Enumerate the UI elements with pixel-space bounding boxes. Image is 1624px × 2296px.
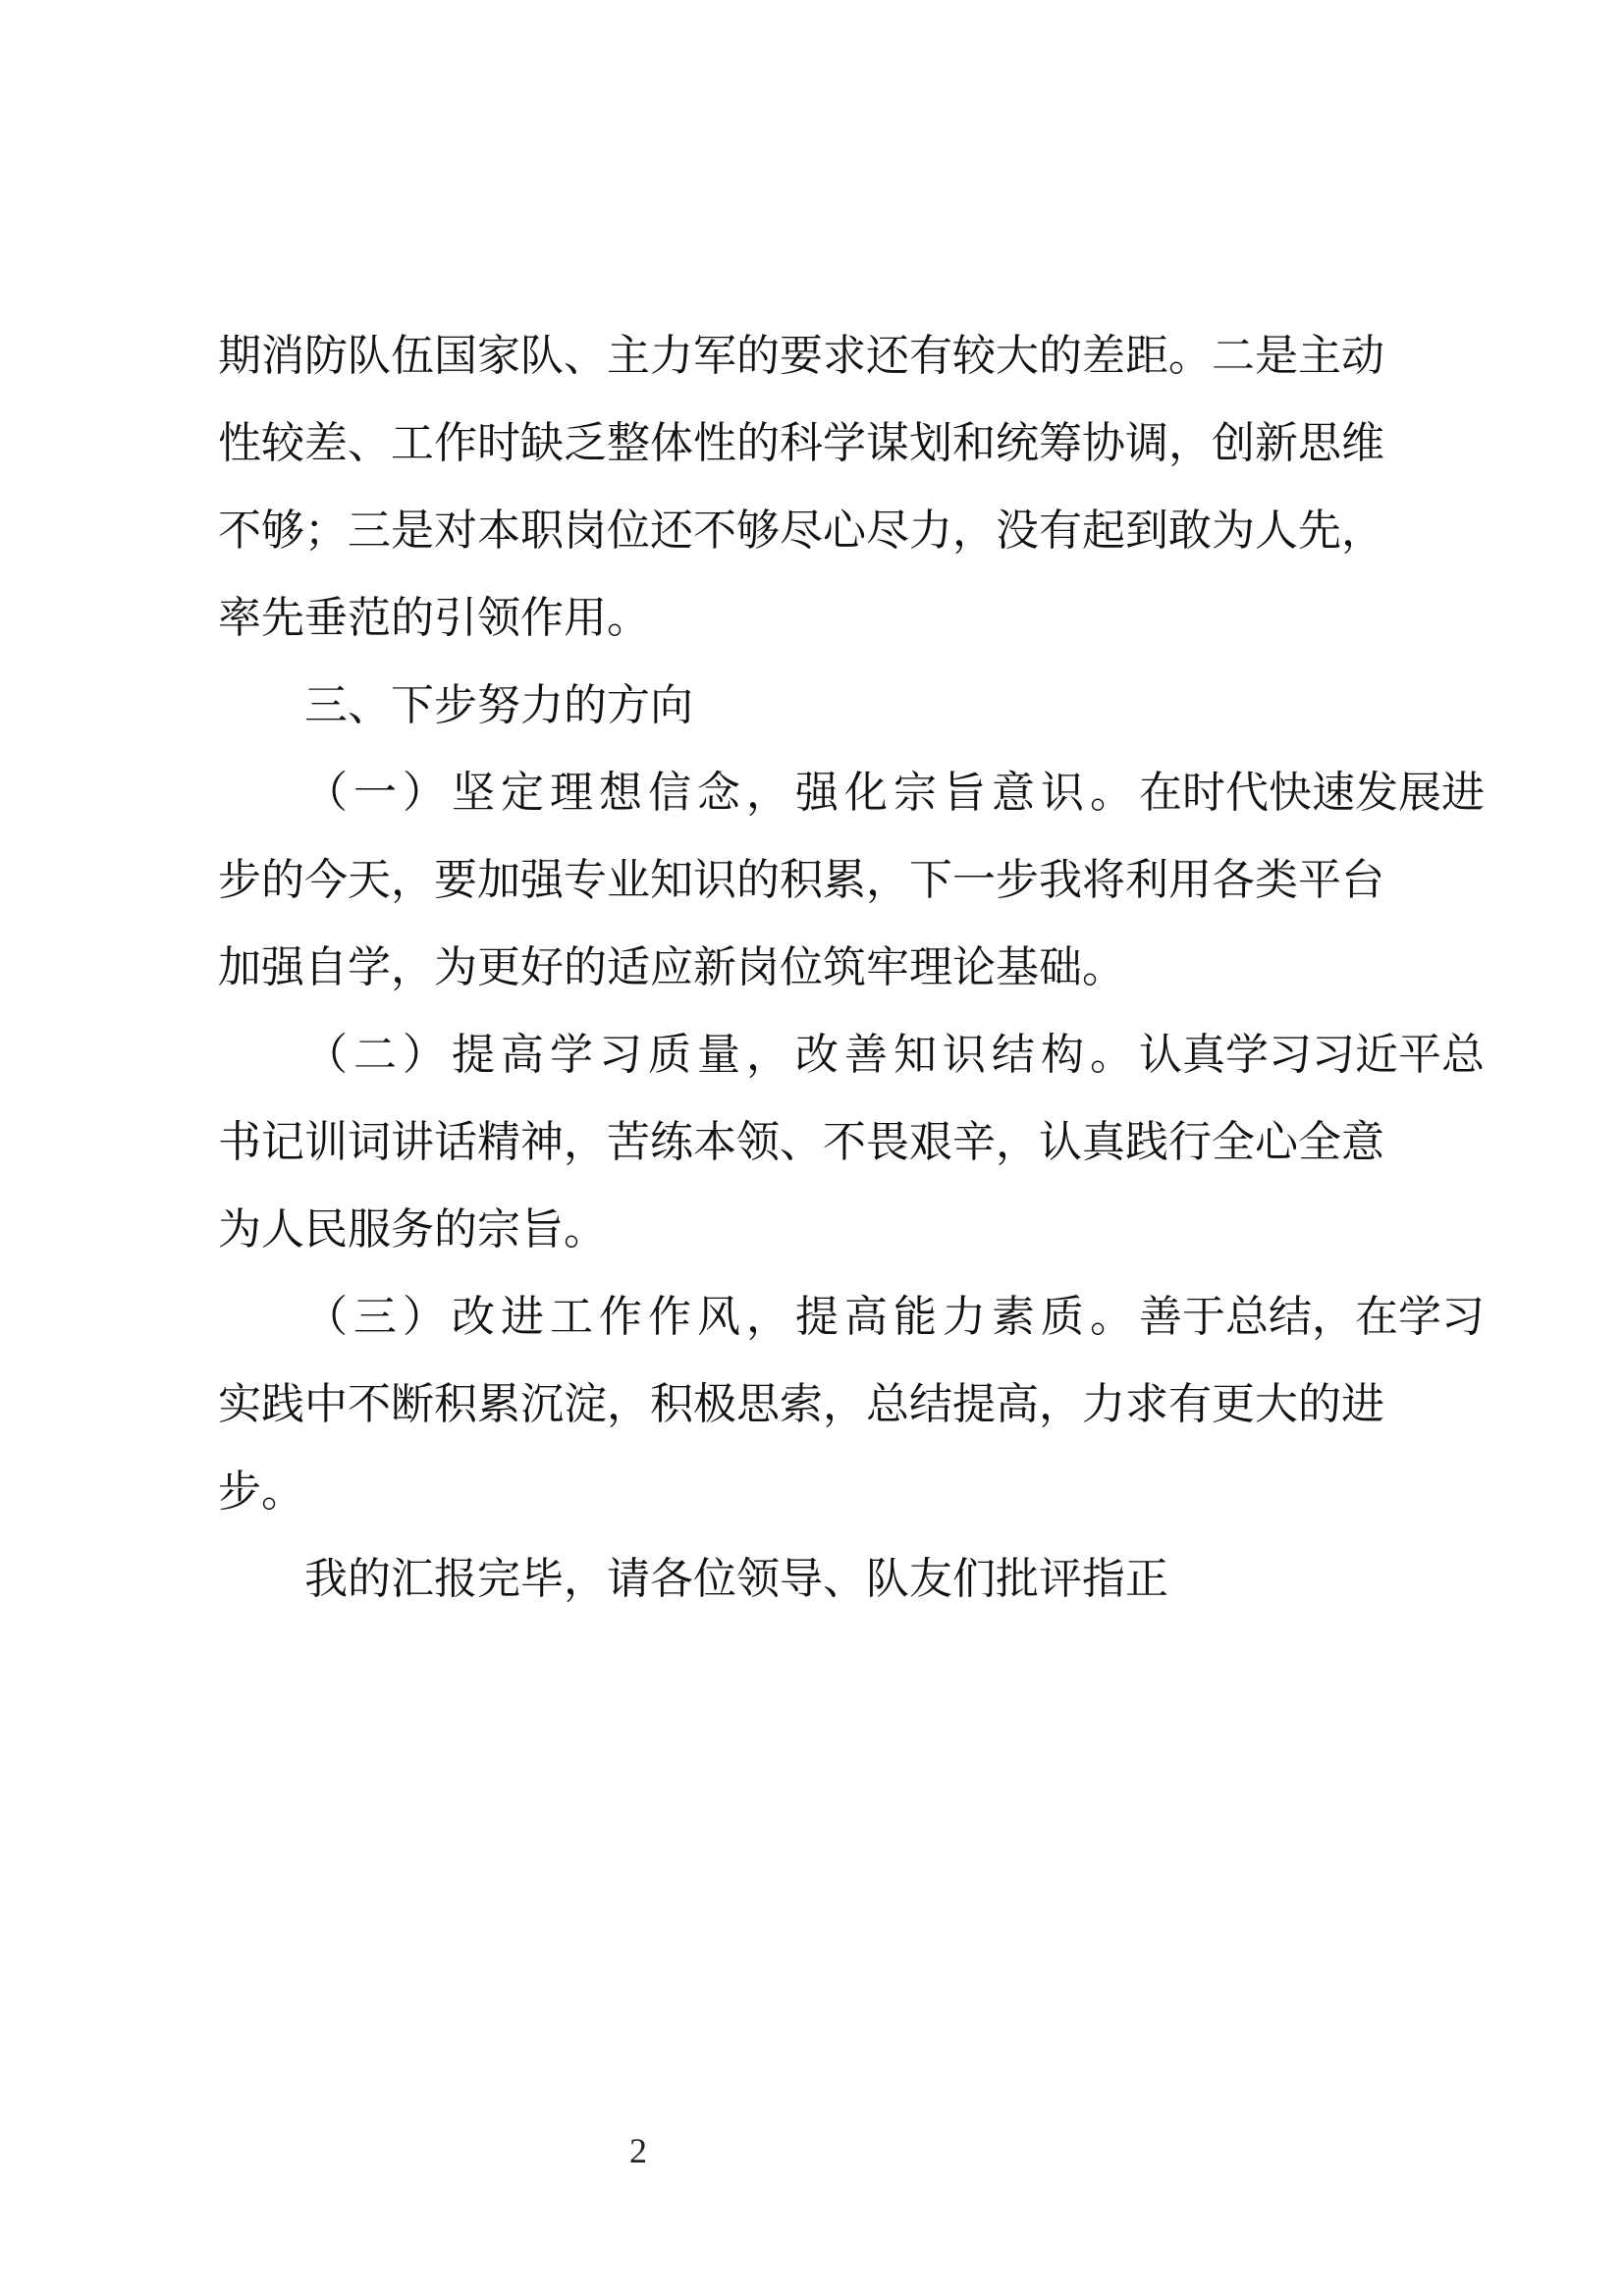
section-2-heading: （二）提高学习质量，改善知识结构。 bbox=[304, 1030, 1139, 1080]
section-1-text: 在时代快速发展进 bbox=[1139, 768, 1485, 818]
section-3-first-line bbox=[218, 1273, 1485, 1361]
text-line: 步。 bbox=[218, 1467, 304, 1517]
page-number: 2 bbox=[629, 2131, 647, 2170]
text-line: 性较差、工作时缺乏整体性的科学谋划和统筹协调，创新思维 bbox=[218, 418, 1384, 468]
section-2-text: 认真学习习近平总 bbox=[1139, 1030, 1485, 1080]
text-line: 率先垂范的引领作用。 bbox=[218, 593, 650, 643]
section-1-first-line bbox=[218, 749, 1485, 836]
body-text bbox=[218, 312, 1485, 1623]
section-3-text: 善于总结，在学习 bbox=[1139, 1292, 1485, 1342]
closing-line: 我的汇报完毕，请各位领导、队友们批评指正 bbox=[304, 1554, 1168, 1604]
text-line: 实践中不断积累沉淀，积极思索，总结提高，力求有更大的进 bbox=[218, 1379, 1384, 1429]
text-line: 为人民服务的宗旨。 bbox=[218, 1204, 607, 1255]
section-1-heading: （一）坚定理想信念，强化宗旨意识。 bbox=[304, 768, 1139, 818]
section-3-heading: （三）改进工作作风，提高能力素质。 bbox=[304, 1292, 1139, 1342]
text-line: 不够；三是对本职岗位还不够尽心尽力，没有起到敢为人先， bbox=[218, 506, 1384, 556]
section-2-first-line bbox=[218, 1011, 1485, 1098]
text-line: 步的今天，要加强专业知识的积累，下一步我将利用各类平台 bbox=[218, 855, 1384, 905]
text-line: 期消防队伍国家队、主力军的要求还有较大的差距。二是主动 bbox=[218, 331, 1384, 381]
text-line: 加强自学，为更好的适应新岗位筑牢理论基础。 bbox=[218, 942, 1125, 992]
section-title: 三、下步努力的方向 bbox=[304, 680, 693, 730]
text-line: 书记训词讲话精神，苦练本领、不畏艰辛，认真践行全心全意 bbox=[218, 1117, 1384, 1167]
